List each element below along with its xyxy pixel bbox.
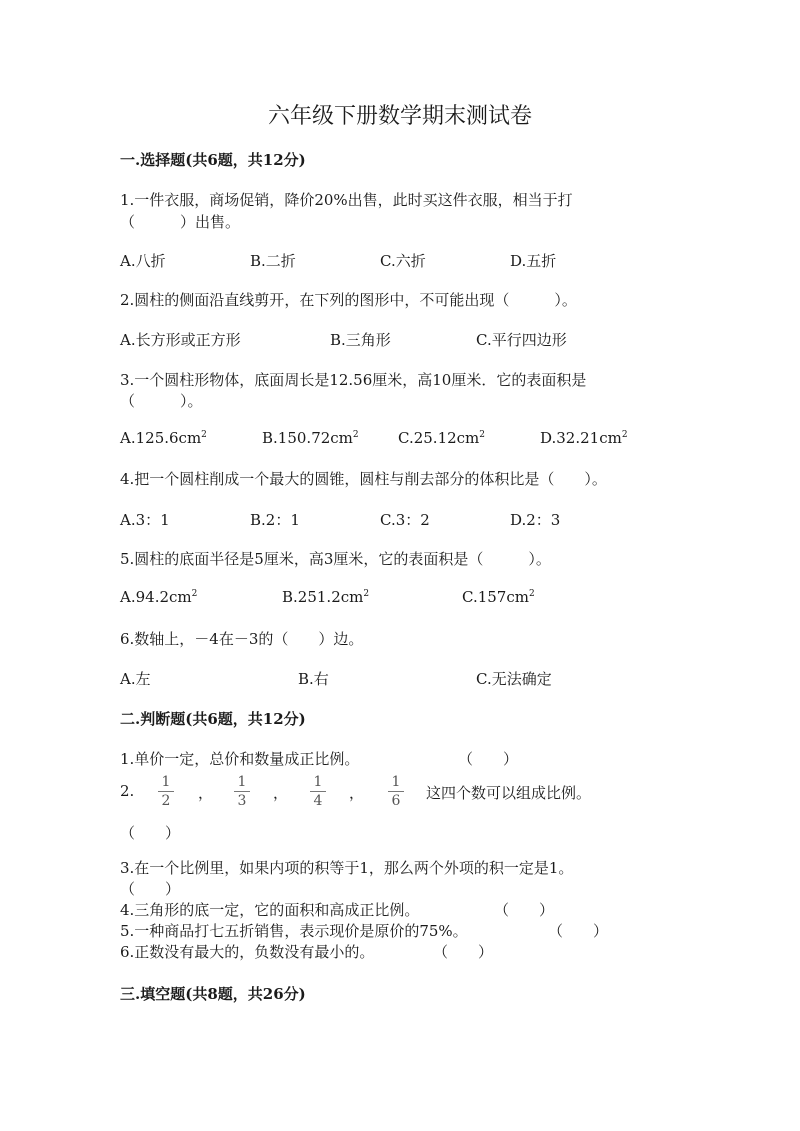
tf-3-answer-paren: （ ） [120,880,181,898]
tf-2-fraction-2: 1 3 [232,774,252,809]
tf-2-answer-paren: （ ） [120,824,181,842]
question-5-text: 5.圆柱的底面半径是5厘米，高3厘米，它的表面积是（ ）。 [120,550,551,568]
tf-2-fraction-3: 1 4 [308,774,328,809]
tf-4-answer-paren: （ ） [494,901,555,919]
question-5-option-c: $C.157cm^2$ [462,588,535,606]
tf-2-text: 这四个数可以组成比例。 [426,784,592,802]
question-3-text: 3.一个圆柱形物体，底面周长是12.56厘米，高10厘米．它的表面积是 [120,371,587,389]
question-4-option-d: D.2：3 [510,511,561,529]
question-3-option-d: $D.32.21cm^2$ [540,429,628,447]
question-4-text: 4.把一个圆柱削成一个最大的圆锥，圆柱与削去部分的体积比是（ ）。 [120,470,607,488]
question-6-option-b: B.右 [298,670,329,688]
tf-1-text: 1.单价一定，总价和数量成正比例。 [120,750,360,768]
page-title: 六年级下册数学期末测试卷 [267,104,532,129]
question-3-option-b: $B.150.72cm^2$ [262,429,359,447]
tf-6-answer-paren: （ ） [433,943,494,961]
tf-5-text: 5.一种商品打七五折销售，表示现价是原价的75%。 [120,922,468,940]
question-2-option-c: C.平行四边形 [476,331,567,349]
question-4-option-b: B.2：1 [250,511,300,529]
question-4-option-c: C.3：2 [380,511,430,529]
question-5-option-b: $B.251.2cm^2$ [282,588,370,606]
tf-3-text: 3.在一个比例里，如果内项的积等于1，那么两个外项的积一定是1。 [120,859,574,877]
tf-4-text: 4.三角形的底一定，它的面积和高成正比例。 [120,901,420,919]
question-1-option-b: B.二折 [250,252,296,270]
question-2-option-a: A.长方形或正方形 [120,331,241,349]
question-4-option-a: A.3：1 [120,511,170,529]
tf-2-fraction-1: 1 2 [156,774,176,809]
question-3-text-line2: （ ）。 [120,392,203,410]
question-6-option-a: A.左 [120,670,151,688]
tf-1-answer-paren: （ ） [458,750,519,768]
tf-5-answer-paren: （ ） [548,922,609,940]
tf-2-number: 2. [120,782,135,800]
section-heading-fill-blank: 三.填空题(共8题，共26分) [120,985,306,1003]
question-2-option-b: B.三角形 [330,331,391,349]
section-heading-true-false: 二.判断题(共6题，共12分) [120,710,306,728]
question-3-option-a: $A.125.6cm^2$ [120,429,207,447]
tf-2-separator: ， [273,784,289,802]
question-1-text-line2: （ ）出售。 [120,213,241,231]
question-6-option-c: C.无法确定 [476,670,552,688]
question-5-option-a: $A.94.2cm^2$ [120,588,198,606]
question-1-option-c: C.六折 [380,252,426,270]
question-1-option-d: D.五折 [510,252,557,270]
tf-2-separator: ， [349,784,365,802]
question-1-text: 1.一件衣服，商场促销，降价20%出售，此时买这件衣服，相当于打 [120,191,573,209]
question-3-option-c: $C.25.12cm^2$ [398,429,486,447]
question-2-text: 2.圆柱的侧面沿直线剪开，在下列的图形中，不可能出现（ ）。 [120,291,577,309]
section-heading-choice: 一.选择题(共6题，共12分) [120,151,306,169]
question-6-text: 6.数轴上，－4在－3的（ ）边。 [120,630,364,648]
tf-6-text: 6.正数没有最大的，负数没有最小的。 [120,943,375,961]
tf-2-fraction-4: 1 6 [386,774,406,809]
question-1-option-a: A.八折 [120,252,166,270]
tf-2-separator: ， [198,784,214,802]
